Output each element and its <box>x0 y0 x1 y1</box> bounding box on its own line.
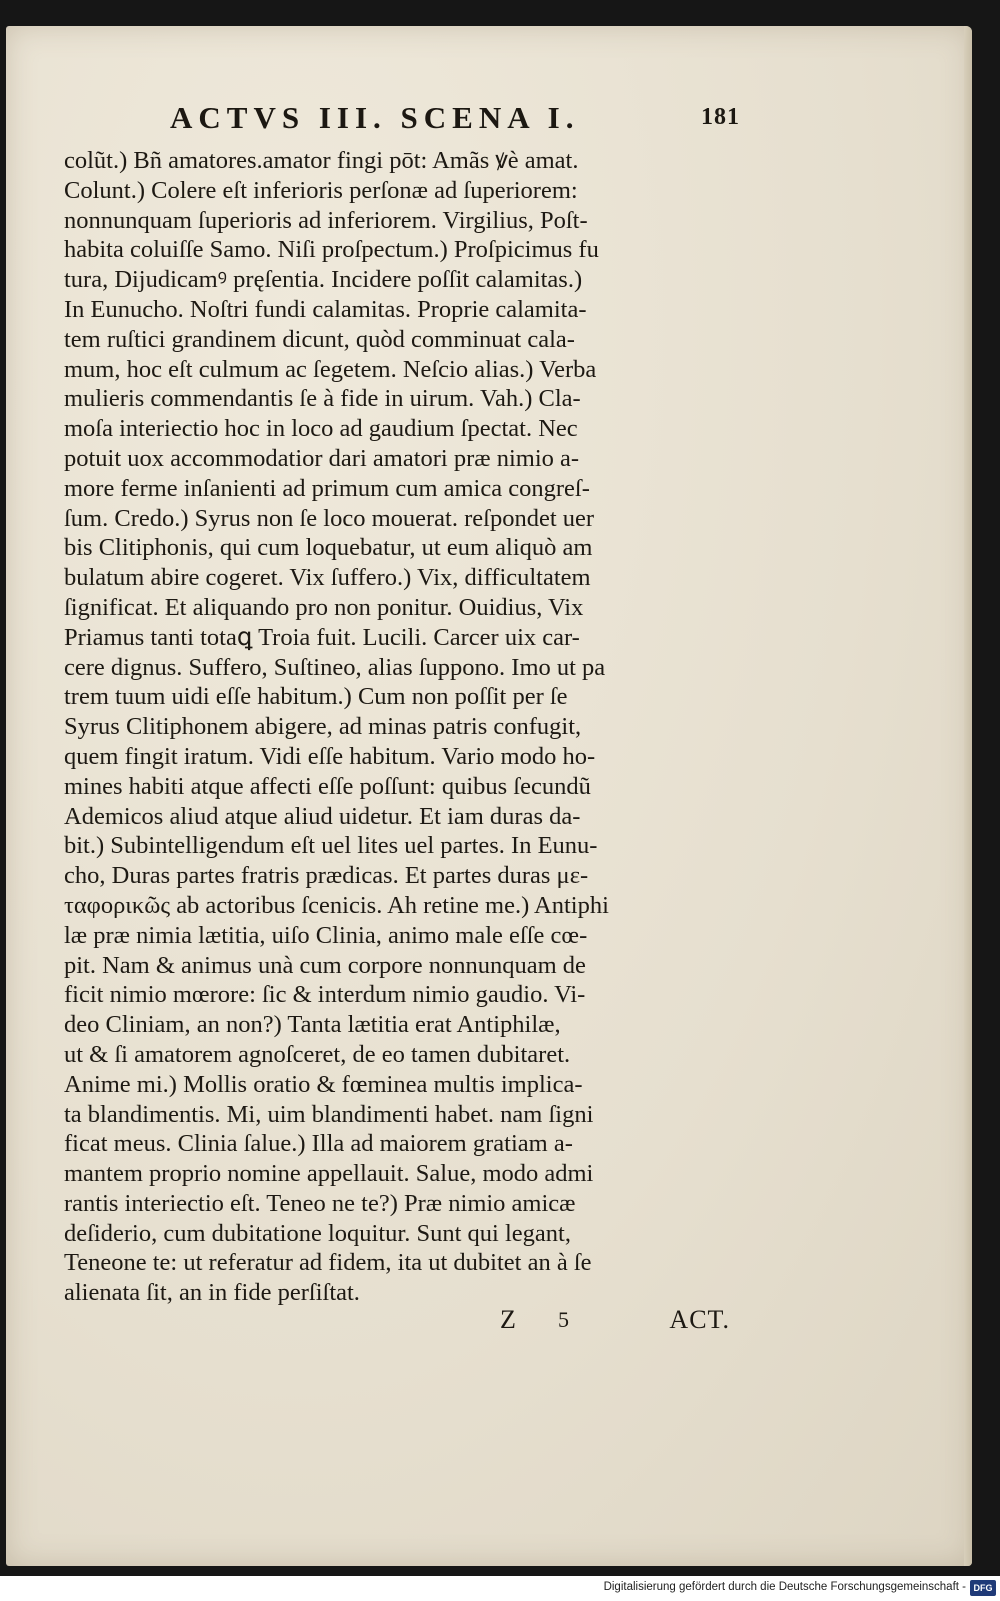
page-number: 181 <box>701 104 740 130</box>
text-line: mum, hoc eſt culmum ac ſegetem. Neſcio alias.) Verba <box>64 355 597 383</box>
text-line: Teneone te: ut referatur ad fidem, ita ut dubitet an à ſe <box>64 1249 592 1277</box>
text-line: Anime mi.) Mollis oratio & fœminea multis implica- <box>64 1070 583 1098</box>
text-line: mulieris commendantis ſe à fide in uirum. Vah.) Cla- <box>64 385 581 413</box>
running-head <box>170 100 740 144</box>
text-line: deſiderio, cum dubitatione loquitur. Sunt qui legant, <box>64 1219 571 1247</box>
text-line: cere dignus. Suffero, Suſtineo, alias ſuppono. Imo ut pa <box>64 653 606 681</box>
text-line: rantis interiectio eſt. Teneo ne te?) Præ nimio amicæ <box>64 1189 576 1217</box>
running-head-title: ACTVS III. SCENA I. <box>170 100 580 135</box>
text-line: mantem proprio nomine appellauit. Salue, modo admi <box>64 1160 594 1188</box>
text-line: bit.) Subintelligendum eſt uel lites uel partes. In Eunu- <box>64 832 598 860</box>
signature-line <box>500 1305 730 1339</box>
text-line: tem ruſtici grandinem dicunt, quòd comminuat cala- <box>64 325 575 353</box>
text-line: ταφορικῶς ab actoribus ſcenicis. Ah retine me.) Antiphi <box>64 891 609 919</box>
text-line: trem tuum uidi eſſe habitum.) Cum non poſſit per ſe <box>64 683 568 711</box>
text-line: Priamus tanti totaꝗ Troia fuit. Lucili. Carcer uix car- <box>64 623 580 651</box>
text-line: bis Clitiphonis, qui cum loquebatur, ut eum aliquò am <box>64 534 593 562</box>
signature-number: 5 <box>558 1307 569 1332</box>
text-line: bulatum abire cogeret. Vix ſuffero.) Vix, difficultatem <box>64 564 591 592</box>
dfg-logo-icon: DFG <box>970 1580 996 1596</box>
signature-mark: Z <box>500 1305 516 1334</box>
text-line: ficat meus. Clinia ſalue.) Illa ad maiorem gratiam a- <box>64 1130 573 1158</box>
text-line: more ferme inſanienti ad primum cum amica congreſ- <box>64 474 590 502</box>
footer-bar <box>0 1576 1000 1601</box>
text-line: læ præ nimia lætitia, uiſo Clinia, animo male eſſe cœ- <box>64 921 588 949</box>
text-line: moſa interiectio hoc in loco ad gaudium ſpectat. Nec <box>64 415 578 443</box>
text-line: Ademicos aliud atque aliud uidetur. Et iam duras da- <box>64 802 581 830</box>
text-line: ſignificat. Et aliquando pro non ponitur. Ouidius, Vix <box>64 593 584 621</box>
text-line: mines habiti atque affecti eſſe poſſunt: quibus ſecundũ <box>64 772 591 800</box>
page-edge <box>964 26 972 1566</box>
text-line: deo Cliniam, an non?) Tanta lætitia erat Antiphilæ, <box>64 1011 561 1039</box>
catchword: ACT. <box>669 1305 730 1334</box>
text-line: nonnunquam ſuperioris ad inferiorem. Virgilius, Poſt- <box>64 206 588 234</box>
text-line: quem fingit iratum. Vidi eſſe habitum. Vario modo ho- <box>64 742 596 770</box>
text-line: pit. Nam & animus unà cum corpore nonnunquam de <box>64 951 586 979</box>
text-line: ſum. Credo.) Syrus non ſe loco mouerat. reſpondet uer <box>64 504 595 532</box>
footer-credit: Digitalisierung gefördert durch die Deutsche Forschungsgemeinschaft - <box>603 1581 966 1593</box>
text-line: alienata ſit, an in fide perſiſtat. <box>64 1279 360 1307</box>
text-line: In Eunucho. Noſtri fundi calamitas. Proprie calamita- <box>64 295 587 323</box>
text-line: potuit uox accommodatior dari amatori præ nimio a- <box>64 444 580 472</box>
text-line: ficit nimio mœrore: ſic & interdum nimio gaudio. Vi- <box>64 981 586 1009</box>
text-line: habita coluiſſe Samo. Niſi proſpectum.) Proſpicimus fu <box>64 236 599 264</box>
body-text <box>64 146 734 1308</box>
text-line: colũt.) Bñ amatores.amator fingi pōt: Amãs ꝟè amat. <box>64 147 579 174</box>
text-line: tura, Dĳudicamꝰ pręſentia. Incidere poſſit calamitas.) <box>64 266 583 294</box>
text-line: ut & ſi amatorem agnoſceret, de eo tamen dubitaret. <box>64 1040 571 1068</box>
text-line: Colunt.) Colere eſt inferioris perſonæ ad ſuperiorem: <box>64 176 578 204</box>
text-line: ta blandimentis. Mi, uim blandimenti habet. nam ſigni <box>64 1100 594 1128</box>
text-line: Syrus Clitiphonem abigere, ad minas patris confugit, <box>64 713 582 741</box>
text-line: cho, Duras partes fratris prædicas. Et partes duras με- <box>64 862 589 890</box>
